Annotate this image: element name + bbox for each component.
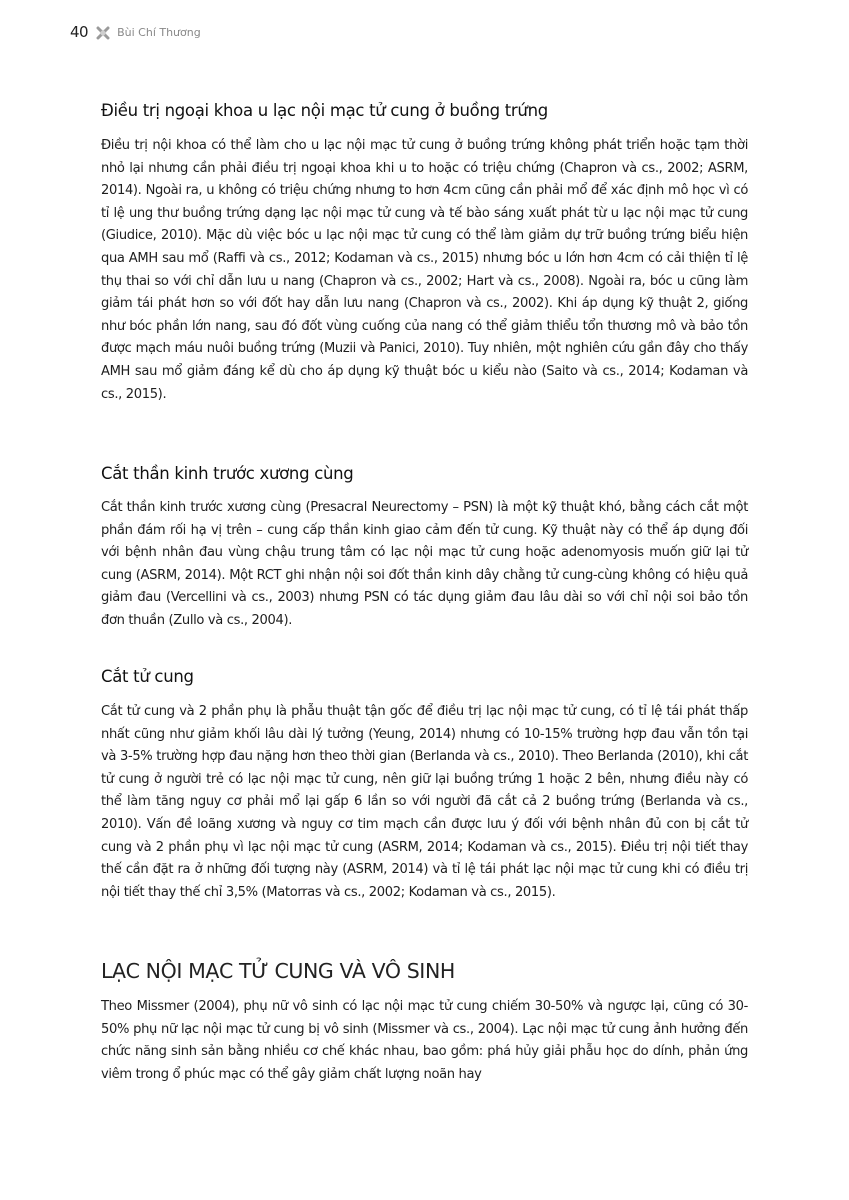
section-heading-presacral-neurectomy: Cắt thần kinh trước xương cùng — [101, 464, 354, 483]
section-heading-hysterectomy: Cắt tử cung — [101, 667, 194, 686]
section-paragraph-hysterectomy: Cắt tử cung và 2 phần phụ là phẫu thuật tận gốc để điều trị lạc nội mạc tử cung, có tỉ lệ tái phát thấp nhất cũng như giảm khối lâu dài lý tưởng (Yeung, 2014) nhưng có 10-15% trường hợp đau vẫn tồn tại và 3-5% trường hợp đau nặng hơn theo thời gian (Berlanda và cs., 2010). Theo Berlanda (2010), khi cắt tử cung ở người trẻ có lạc nội mạc tử cung, nên giữ lại buồng trứng 1 hoặc 2 bên, nhưng điều này có thể làm tăng nguy cơ phải mổ lại gấp 6 lần so với người đã cắt cả 2 buồng trứng (Berlanda và cs., 2010). Vấn đề loãng xương và nguy cơ tim mạch cần được lưu ý đối với bệnh nhân đủ con bị cắt tử cung và 2 phần phụ vì lạc nội mạc tử cung (ASRM, 2014; Kodaman và cs., 2015). Điều trị nội tiết thay thế cần đặt ra ở những đối tượng này (ASRM, 2014) và tỉ lệ tái phát lạc nội mạc tử cung khi có điều trị nội tiết thay thế chỉ 3,5% (Matorras và cs., 2002; Kodaman và cs., 2015). — [101, 704, 748, 900]
section-heading-ovarian-surgery: Điều trị ngoại khoa u lạc nội mạc tử cung ở buồng trứng — [101, 101, 548, 120]
section-paragraph-presacral-neurectomy: Cắt thần kinh trước xương cùng (Presacral Neurectomy – PSN) là một kỹ thuật khó, bằng cách cắt một phần đám rối hạ vị trên – cung cấp thần kinh giao cảm đến tử cung. Kỹ thuật này có thể áp dụng đối với bệnh nhân đau vùng chậu trung tâm có lạc nội mạc tử cung hoặc adenomyosis muốn giữ lại tử cung (ASRM, 2014). Một RCT ghi nhận nội soi đốt thần kinh dây chằng tử cung-cùng không có hiệu quả giảm đau (Vercellini và cs., 2003) nhưng PSN có tác dụng giảm đau lâu dài so với chỉ nội soi bảo tồn đơn thuần (Zullo và cs., 2004). — [101, 500, 748, 628]
chapter-paragraph: Theo Missmer (2004), phụ nữ vô sinh có lạc nội mạc tử cung chiếm 30-50% và ngược lại, cũng có 30-50% phụ nữ lạc nội mạc tử cung bị vô sinh (Missmer và cs., 2004). Lạc nội mạc tử cung ảnh hưởng đến chức năng sinh sản bằng nhiều cơ chế khác nhau, bao gồm: phá hủy giải phẫu học do dính, phản ứng viêm trong ổ phúc mạc có thể gây giảm chất lượng noãn hay — [101, 999, 748, 1082]
chapter-heading: LẠC NỘI MẠC TỬ CUNG VÀ VÔ SINH — [101, 959, 455, 983]
cross-icon — [96, 25, 110, 39]
page-number: 40 — [70, 23, 89, 41]
section-paragraph-ovarian-surgery: Điều trị nội khoa có thể làm cho u lạc nội mạc tử cung ở buồng trứng không phát triển hoặc tạm thời nhỏ lại nhưng cần phải điều trị ngoại khoa khi u to hoặc có triệu chứng (Chapron và cs., 2002; ASRM, 2014). Ngoài ra, u không có triệu chứng nhưng to hơn 4cm cũng cần phải mổ để xác định mô học vì có tỉ lệ ung thư buồng trứng dạng lạc nội mạc tử cung và tế bào sáng xuất phát từ u lạc nội mạc tử cung (Giudice, 2010). Mặc dù việc bóc u lạc nội mạc tử cung có thể làm giảm dự trữ buồng trứng biểu hiện qua AMH sau mổ (Raffi và cs., 2012; Kodaman và cs., 2015) nhưng bóc u lớn hơn 4cm có cải thiện tỉ lệ thụ thai so với chỉ dẫn lưu u nang (Chapron và cs., 2002; Hart và cs., 2008). Ngoài ra, bóc u cũng làm giảm tái phát hơn so với đốt hay dẫn lưu nang (Chapron và cs., 2002). Khi áp dụng kỹ thuật 2, giống như bóc phần lớn nang, sau đó đốt vùng cuống của nang có thể giảm thiểu tổn thương mô và bảo tồn được mạch máu nuôi buồng trứng (Muzii và Panici, 2010). Tuy nhiên, một nghiên cứu gần đây cho thấy AMH sau mổ giảm đáng kể dù cho áp dụng kỹ thuật bóc u kiểu nào (Saito và cs., 2014; Kodaman và cs., 2015). — [101, 138, 748, 402]
author-name: Bùi Chí Thương — [117, 25, 201, 39]
running-header — [70, 20, 201, 44]
